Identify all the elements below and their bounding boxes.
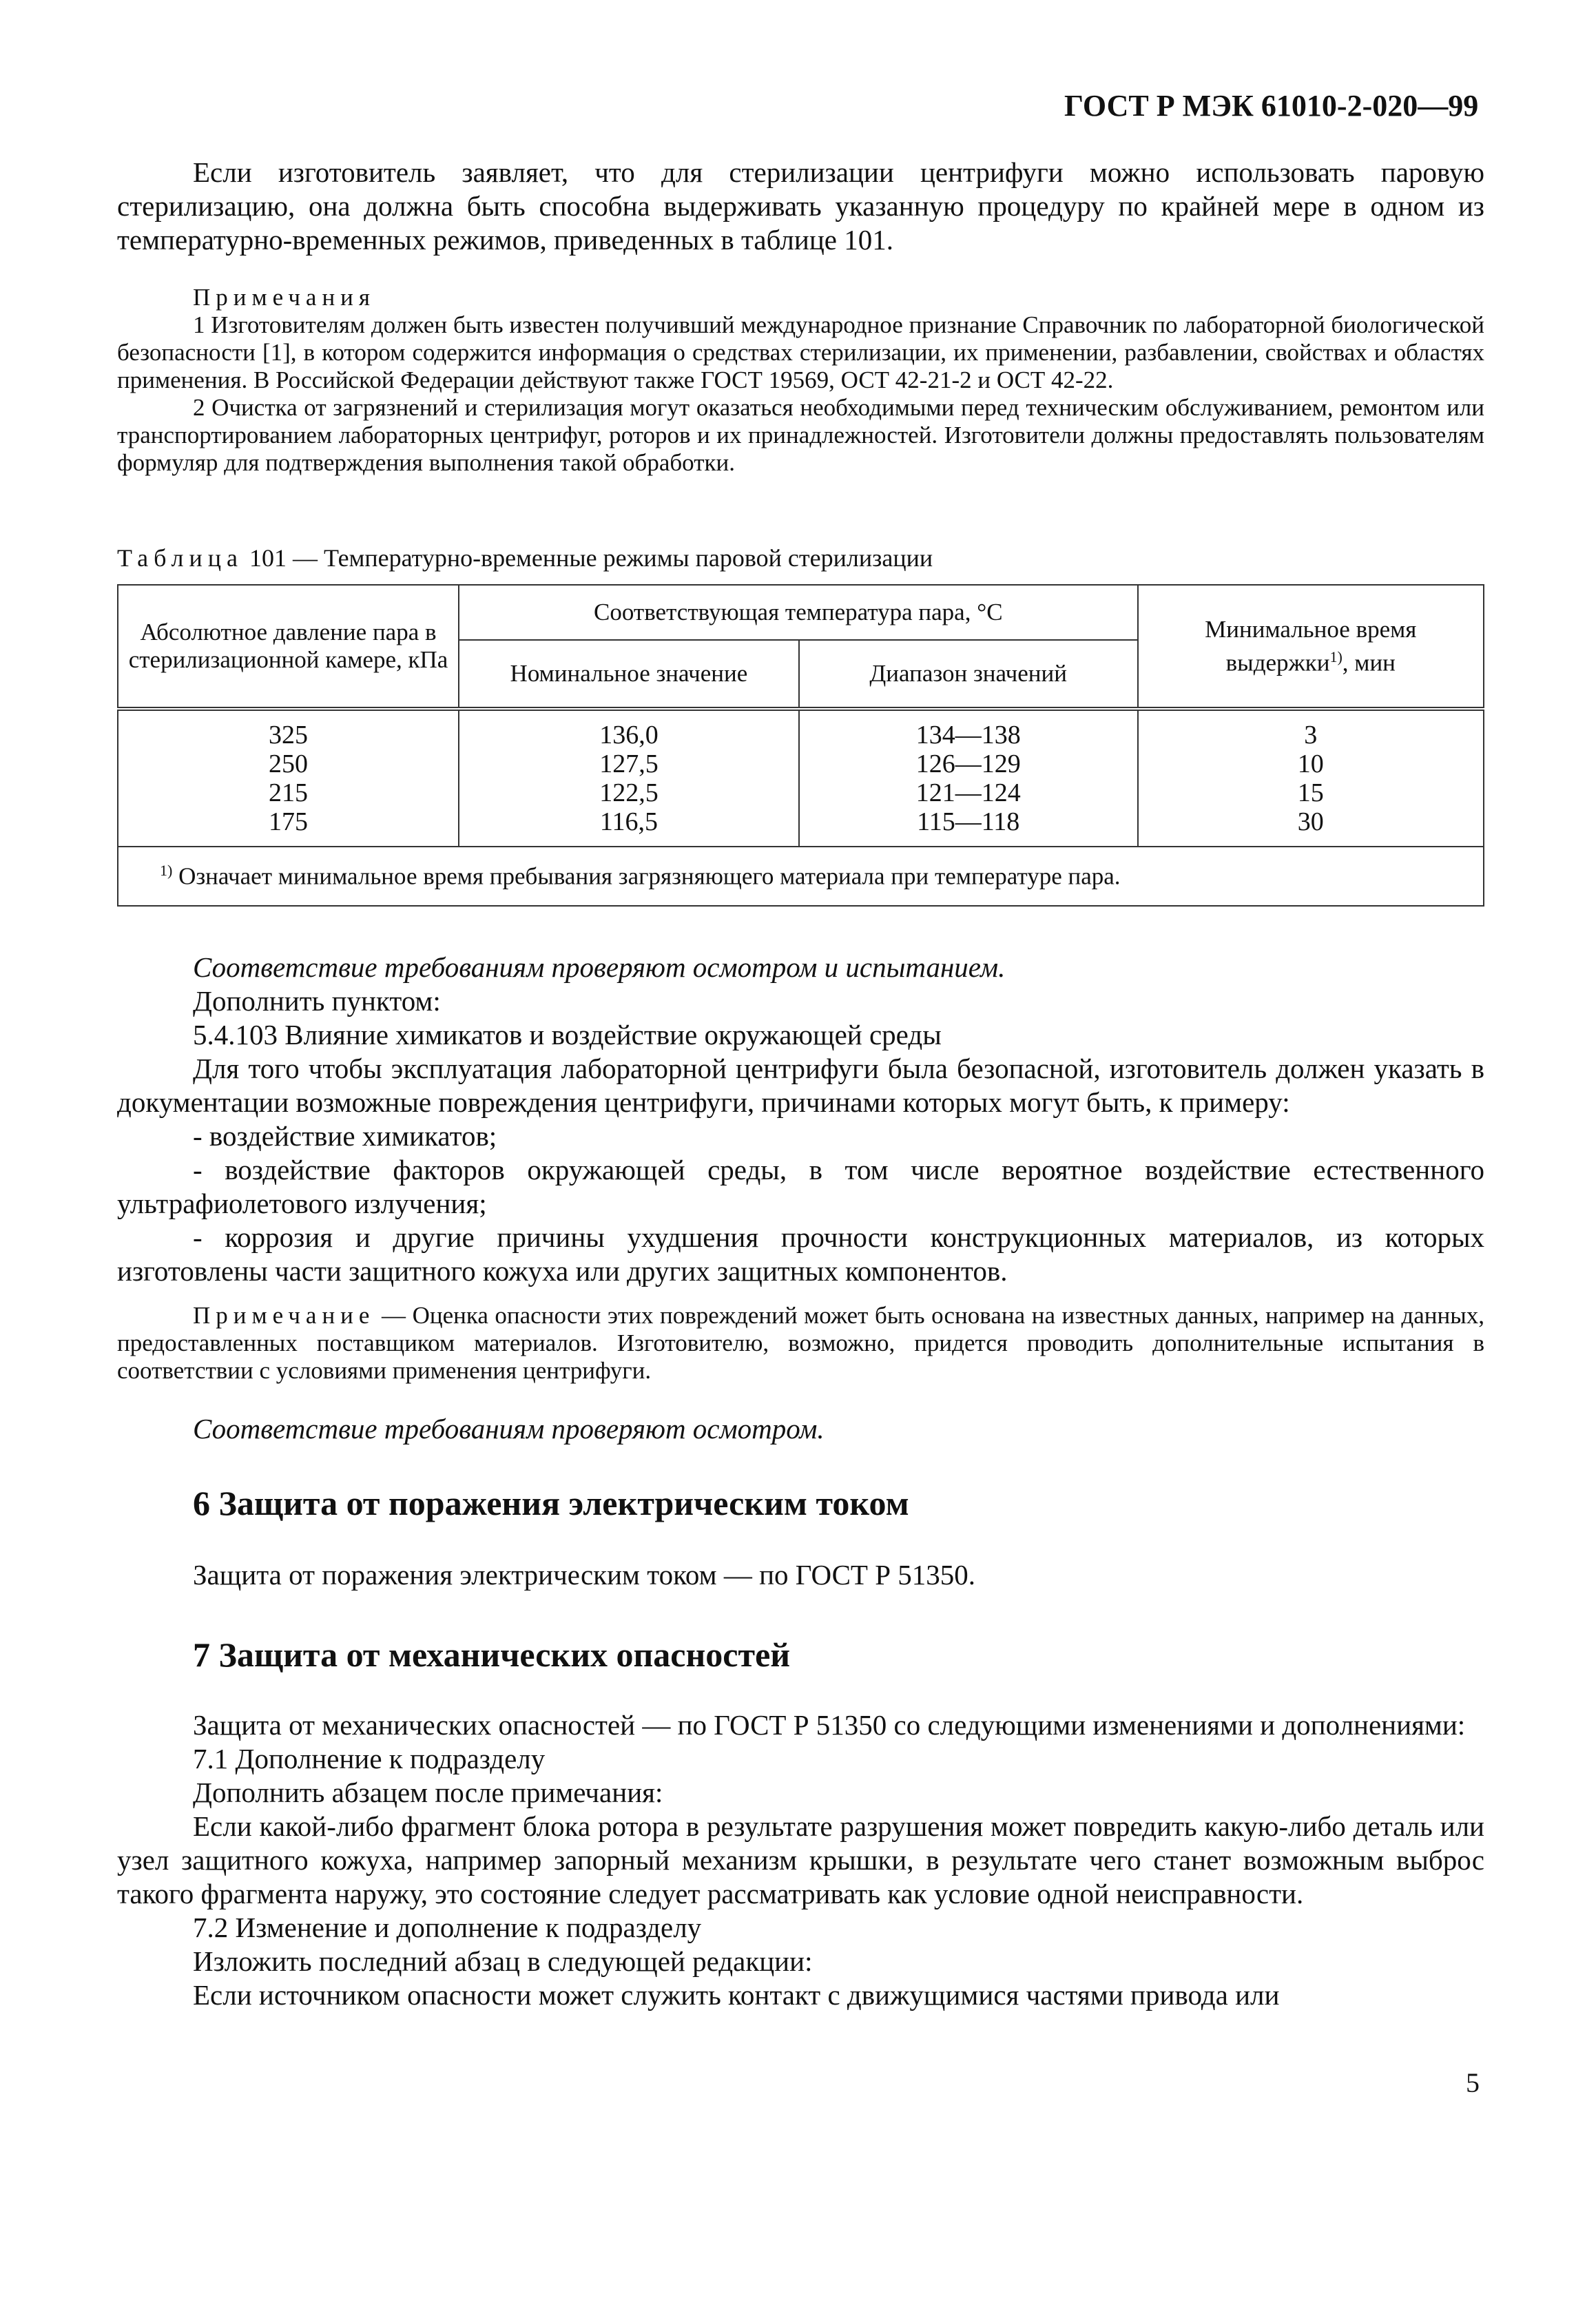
- cell-time: 3: [1304, 721, 1318, 749]
- subsection-title: 7.1 Дополнение к подразделу: [193, 1743, 546, 1774]
- note-paragraph: [117, 1302, 1484, 1385]
- cell-time: 15: [1297, 778, 1324, 807]
- section-5-note: [117, 1302, 1484, 1385]
- check-statement: Соответствие требованиям проверяют осмотром.: [193, 1413, 825, 1445]
- note-2: 2 Очистка от загрязнений и стерилизация могут оказаться необходимыми перед техническим обслуживанием, ремонтом или транспортированием лабораторных центрифуг, роторов и их принадлежностей. Изготовители должны предоставлять пользователям формуляр для подтверждения выполнения такой обработки.: [117, 394, 1484, 476]
- header-nominal: Номинальное значение: [459, 640, 799, 709]
- header-range: Диапазон значений: [799, 640, 1138, 709]
- subsection-text: Если источником опасности может служить контакт с движущимися частями привода или: [193, 1979, 1280, 2011]
- intro-text: Если изготовитель заявляет, что для стерилизации центрифуги можно использовать паровую стерилизацию, она должна быть способна выдерживать указанную процедуру по крайней мере в одном из температурно-временных режимов, приведенных в таблице 101.: [117, 156, 1484, 256]
- cell-nominal: 122,5: [599, 778, 659, 807]
- section-6-heading: 6 Защита от поражения электрическим током: [193, 1484, 909, 1522]
- section-5-check-2: [117, 1412, 1484, 1446]
- section-7-text: Защита от механических опасностей — по ГОСТ Р 51350 со следующими изменениями и дополнениями:: [193, 1709, 1466, 1741]
- section-6-body: [117, 1558, 1484, 1592]
- table-footnote: [118, 847, 1484, 906]
- page-number: 5: [1466, 2067, 1480, 2098]
- cell-pressure: 250: [269, 749, 309, 778]
- sterilization-table: [117, 584, 1484, 907]
- footnote-text: Означает минимальное время пребывания загрязняющего материала при температуре пара.: [178, 862, 1121, 890]
- notes-title: Примечания: [193, 284, 376, 311]
- header-min-time-unit: , мин: [1342, 649, 1396, 676]
- table-data-row: [118, 709, 1484, 847]
- cell-nominal: 127,5: [599, 749, 659, 778]
- cell-range: 121—124: [915, 778, 1021, 807]
- note-text: — Оценка опасности этих повреждений может быть основана на известных данных, например на данных, предоставленных поставщиком материалов. Изготовителю, возможно, придется проводить дополнительные испытания в соответствии с условиями применения центрифуги.: [117, 1302, 1484, 1384]
- clause-title: 5.4.103 Влияние химикатов и воздействие окружающей среды: [193, 1019, 942, 1051]
- table-caption-text: 101 — Температурно-временные режимы паровой стерилизации: [249, 544, 933, 572]
- cell-nominal: 116,5: [599, 807, 658, 836]
- intro-paragraph: [117, 156, 1484, 257]
- cell-range: 115—118: [917, 807, 1020, 836]
- cell-time: 30: [1297, 807, 1324, 836]
- table-header-row: [118, 585, 1484, 640]
- header-temperature-group: Соответствующая температура пара, °С: [459, 585, 1138, 640]
- subsection-title: 7.2 Изменение и дополнение к подразделу: [193, 1912, 702, 1943]
- col-pressure: [118, 709, 459, 847]
- header-min-time: [1138, 585, 1484, 709]
- list-item: - воздействие факторов окружающей среды, в том числе вероятное воздействие естественного ультрафиолетового излучения;: [117, 1154, 1484, 1219]
- header-pressure: Абсолютное давление пара в стерилизационной камере, кПа: [118, 585, 459, 709]
- subsection-text: Если какой-либо фрагмент блока ротора в результате разрушения может повредить какую-либо деталь или узел защитного кожуха, например запорный механизм крышки, в результате чего станет возможным выброс такого фрагмента наружу, это состояние следует рассматривать как условие одной неисправности.: [117, 1810, 1484, 1910]
- table-footnote-row: [118, 847, 1484, 906]
- notes-block: [117, 284, 1484, 477]
- note-1: 1 Изготовителям должен быть известен получивший международное признание Справочник по лабораторной биологической безопасности [1], в котором содержится информация о средствах стерилизации, их применении, разбавлении, свойствах и областях применения. В Российской Федерации действуют также ГОСТ 19569, ОСТ 42-21-2 и ОСТ 42-22.: [117, 311, 1484, 393]
- subsection-instruction: Дополнить абзацем после примечания:: [193, 1777, 663, 1808]
- table-101: [117, 584, 1484, 907]
- check-statement: Соответствие требованиям проверяют осмотром и испытанием.: [193, 951, 1006, 983]
- section-5-body: [117, 951, 1484, 1288]
- section-7-body: [117, 1708, 1484, 2012]
- list-item: - коррозия и другие причины ухудшения прочности конструкционных материалов, из которых изготовлены части защитного кожуха или других защитных компонентов.: [117, 1221, 1484, 1287]
- subsection-instruction: Изложить последний абзац в следующей редакции:: [193, 1945, 813, 1977]
- cell-nominal: 136,0: [599, 721, 659, 749]
- section-7-heading: 7 Защита от механических опасностей: [193, 1635, 791, 1674]
- table-caption-label: Таблица: [117, 544, 243, 572]
- col-nominal: [459, 709, 799, 847]
- cell-pressure: 175: [269, 807, 309, 836]
- col-time: [1138, 709, 1484, 847]
- footnote-mark: 1): [160, 862, 173, 880]
- col-range: [799, 709, 1138, 847]
- note-label: Примечание: [193, 1302, 375, 1329]
- cell-range: 126—129: [915, 749, 1021, 778]
- cell-pressure: 215: [269, 778, 309, 807]
- cell-time: 10: [1297, 749, 1324, 778]
- document-code: ГОСТ Р МЭК 61010-2-020—99: [1064, 89, 1479, 123]
- header-min-time-footnote: 1): [1329, 648, 1343, 665]
- clause-paragraph: Для того чтобы эксплуатация лабораторной центрифуги была безопасной, изготовитель должен указать в документации возможные повреждения центрифуги, причинами которых могут быть, к примеру:: [117, 1053, 1484, 1118]
- table-caption: [117, 544, 1484, 572]
- list-item: - воздействие химикатов;: [193, 1120, 497, 1152]
- cell-range: 134—138: [915, 721, 1021, 749]
- header-min-time-text: Минимальное время выдержки: [1205, 615, 1417, 676]
- section-6-text: Защита от поражения электрическим током — по ГОСТ Р 51350.: [193, 1559, 976, 1591]
- cell-pressure: 325: [269, 721, 309, 749]
- add-clause-instruction: Дополнить пунктом:: [193, 985, 441, 1017]
